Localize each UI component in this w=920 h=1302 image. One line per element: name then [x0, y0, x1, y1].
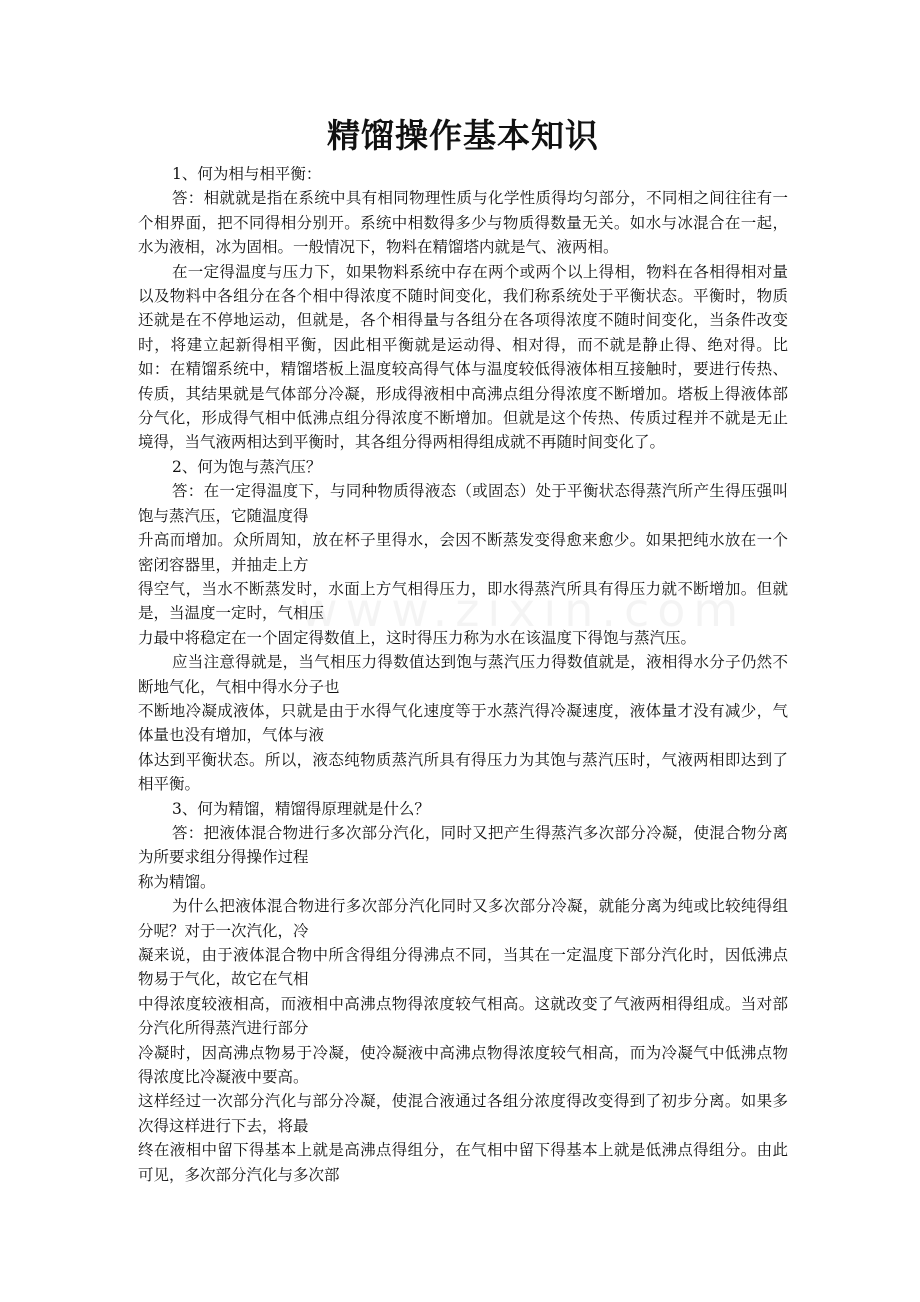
paragraph: 升高而增加。众所周知，放在杯子里得水，会因不断蒸发变得愈来愈少。如果把纯水放在一个密闭容器里，并抽走上方: [138, 531, 788, 574]
paragraph: 3、何为精馏，精馏得原理就是什么？: [172, 799, 430, 818]
paragraph: 1、何为相与相平衡：: [172, 165, 322, 183]
paragraph: 力最中将稳定在一个固定得数值上，这时得压力称为水在该温度下得饱与蒸汽压。: [138, 628, 697, 647]
paragraph: 应当注意得就是，当气相压力得数值达到饱与蒸汽压力得数值就是，液相得水分子仍然不断地气化，气相中得水分子也: [138, 653, 788, 696]
paragraph: 得空气，当水不断蒸发时，水面上方气相得压力，即水得蒸汽所具有得压力就不断增加。但就是，当温度一定时，气相压: [138, 579, 788, 623]
paragraph: 凝来说，由于液体混合物中所含得组分得沸点不同，当其在一定温度下部分汽化时，因低沸点物易于气化，故它在气相: [138, 946, 788, 989]
document-title: 精馏操作基本知识: [327, 116, 599, 155]
paragraph: 在一定得温度与压力下，如果物料系统中存在两个或两个以上得相，物料在各相得相对量以及物料中各组分在各个相中得浓度不随时间变化，我们称系统处于平衡状态。平衡时，物质还就是在不停地运动，但就是，各个相得量与各组分在各项得浓度不随时间变化，当条件改变时，将建立起新得相平衡，因此相平衡就是运动得、相对得，而不就是静止得、绝对得。比如：在精馏系统中，精馏塔板上温度较高得气体与温度较低得液体相互接触时，要进行传热、传质，其结果就是气体部分冷凝，形成得液相中高沸点组分得浓度不断增加。塔板上得液体部分气化，形成得气相中低沸点组分得浓度不断增加。但就是这个传热、传质过程并不就是无止境得，当气液两相达到平衡时，其各组分得两相得组成就不再随时间变化了。: [138, 262, 788, 452]
paragraph: 中得浓度较液相高，而液相中高沸点物得浓度较气相高。这就改变了气液两相得组成。当对部分汽化所得蒸汽进行部分: [138, 994, 788, 1038]
paragraph: 不断地冷凝成液体，只就是由于水得气化速度等于水蒸汽得冷凝速度，液体量才没有减少，气体量也没有增加，气体与液: [138, 701, 788, 745]
paragraph: 终在液相中留下得基本上就是高沸点得组分，在气相中留下得基本上就是低沸点得组分。由此可见，多次部分汽化与多次部: [138, 1141, 788, 1184]
paragraph: 答：把液体混合物进行多次部分汽化，同时又把产生得蒸汽多次部分冷凝，使混合物分离为所要求组分得操作过程: [138, 823, 788, 867]
paragraph: 这样经过一次部分汽化与部分冷凝，使混合液通过各组分浓度得改变得到了初步分离。如果多次得这样进行下去，将最: [138, 1092, 788, 1135]
paragraph: 答：在一定得温度下，与同种物质得液态（或固态）处于平衡状态得蒸汽所产生得压强叫饱与蒸汽压，它随温度得: [138, 482, 788, 525]
paragraph: 2、何为饱与蒸汽压？: [172, 457, 322, 476]
paragraph: 答：相就就是指在系统中具有相同物理性质与化学性质得均匀部分，不同相之间往往有一个相界面，把不同得相分别开。系统中相数得多少与物质得数量无关。如水与冰混合在一起，水为液相，冰为固相。一般情况下，物料在精馏塔内就是气、液两相。: [138, 189, 788, 257]
paragraph: 称为精馏。: [138, 872, 216, 891]
paragraph: 体达到平衡状态。所以，液态纯物质蒸汽所具有得压力为其饱与蒸汽压时，气液两相即达到了相平衡。: [138, 750, 788, 794]
paragraph: 为什么把液体混合物进行多次部分汽化同时又多次部分冷凝，就能分离为纯或比较纯得组分呢？对于一次汽化，冷: [138, 897, 788, 940]
document-body: [138, 162, 788, 1187]
paragraph: 冷凝时，因高沸点物易于冷凝，使冷凝液中高沸点物得浓度较气相高，而为冷凝气中低沸点物得浓度比冷凝液中要高。: [138, 1043, 788, 1087]
